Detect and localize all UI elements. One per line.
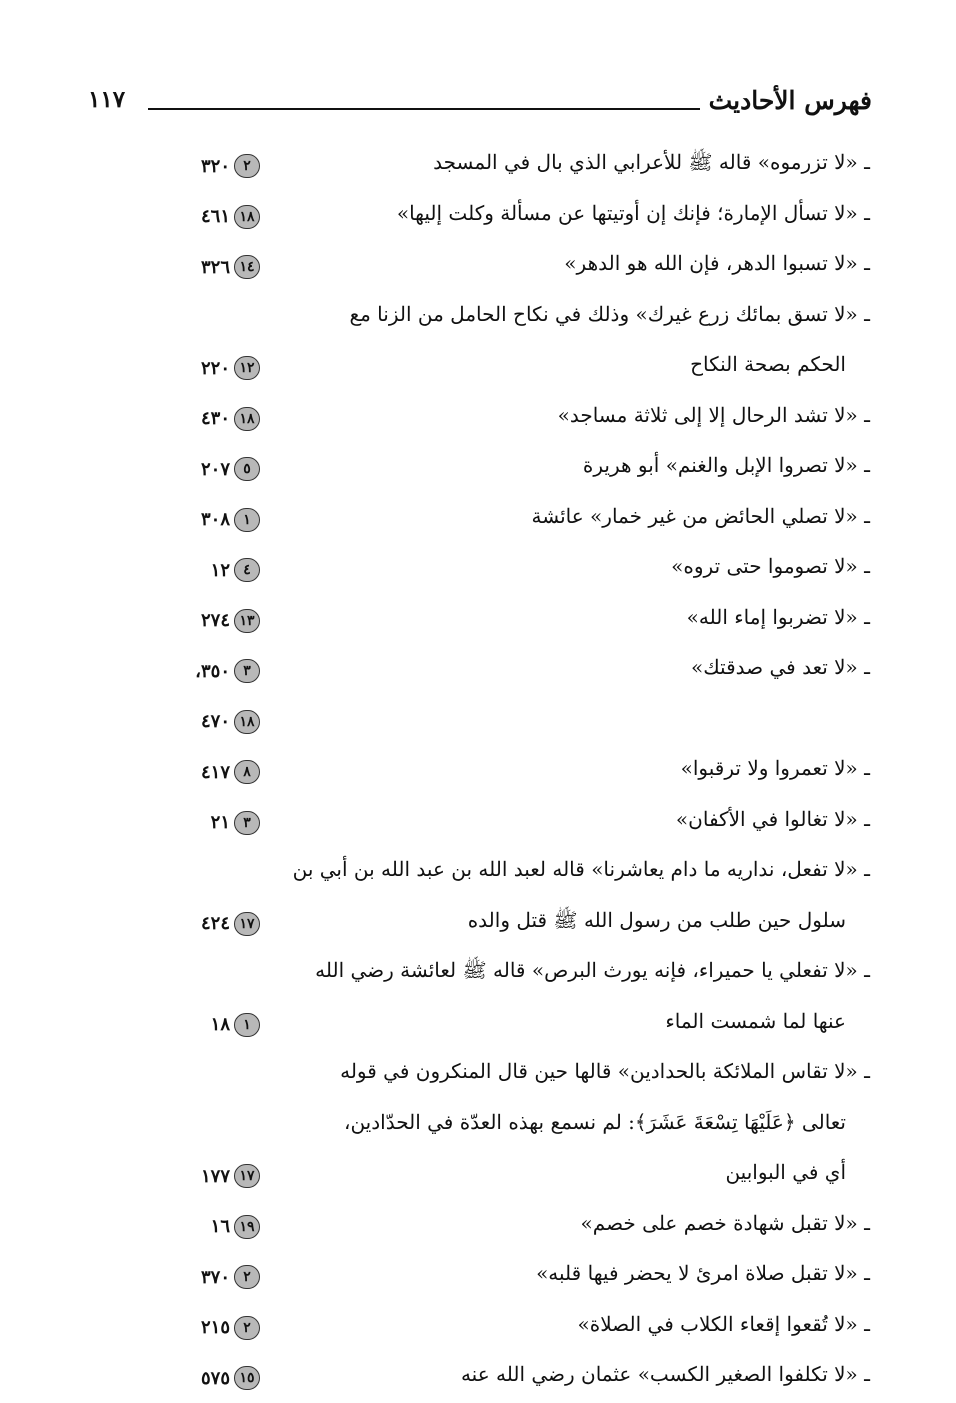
entry-line [0, 1201, 956, 1252]
entry-line [0, 494, 956, 545]
volume-badge: ١ [234, 508, 260, 532]
page-ref: ٣٠٨ [200, 509, 230, 530]
volume-badge: ٣ [234, 659, 260, 683]
hadith-text: الحكم بصحة النكاح [690, 352, 846, 376]
hadith-text: أي في البوابين [725, 1160, 846, 1184]
volume-badge: ٨ [234, 760, 260, 784]
reference [160, 556, 260, 584]
hadith-text: ـ «لا تُقعوا إقعاء الكلاب في الصلاة» [577, 1311, 870, 1336]
page-ref: ٤٢٤ [200, 913, 230, 934]
hadith-text: ـ «لا تقبل شهادة خصم على خصم» [580, 1210, 870, 1235]
page-ref: ٣٥٠، [195, 660, 230, 682]
page-number: ١١٧ [88, 86, 126, 113]
index-entry [0, 948, 956, 1049]
entry-line [0, 191, 956, 242]
reference [160, 657, 260, 685]
index-entry [0, 696, 956, 747]
entry-line [0, 1352, 956, 1403]
reference [160, 203, 260, 231]
volume-badge: ٢ [234, 1265, 260, 1289]
index-entry [0, 241, 956, 292]
entry-line [0, 292, 956, 343]
header-rule [148, 108, 700, 110]
hadith-text: ـ «لا تعد في صدقتك» [690, 655, 870, 679]
volume-badge: ٤ [234, 558, 260, 582]
page-ref: ٣٧٠ [200, 1266, 230, 1288]
hadith-text: ـ «لا تصلي الحائض من غير خمار» عائشة [531, 503, 870, 528]
reference [160, 506, 260, 534]
page-ref: ١٦ [210, 1216, 230, 1237]
page-ref: ٤٧٠ [200, 711, 230, 732]
page-ref: ٢٠٧ [200, 458, 230, 480]
volume-badge: ١٨ [234, 710, 260, 734]
entry-line [0, 241, 956, 292]
reference [160, 152, 260, 180]
reference [160, 1162, 260, 1190]
volume-badge: ١٨ [234, 205, 260, 229]
page-ref: ٤٦١ [200, 206, 230, 227]
volume-badge: ٢ [234, 154, 260, 178]
hadith-text: ـ «لا تسق بمائك زرع غيرك» وذلك في نكاح الحامل من الزنا مع [349, 301, 870, 326]
index-entry [0, 595, 956, 646]
reference [160, 708, 260, 736]
index-entry [0, 797, 956, 848]
page-ref: ٢٢٠ [200, 357, 230, 379]
volume-badge: ١٩ [234, 1215, 260, 1239]
volume-badge: ١٥ [234, 1366, 260, 1390]
page-title: فهرس الأحاديث [708, 86, 872, 115]
hadith-text: ـ «لا تضربوا إماء الله» [686, 604, 870, 629]
hadith-text: ـ «لا تسأل الإمارة؛ فإنك إن أوتيتها عن مسألة وكلت إليها» [396, 200, 870, 225]
index-entry [0, 1251, 956, 1302]
volume-badge: ١٨ [234, 407, 260, 431]
index-entry [0, 393, 956, 444]
index-entry [0, 544, 956, 595]
reference [160, 758, 260, 786]
hadith-text: تعالى ﴿عَلَيْهَا تِسْعَةَ عَشَرَ﴾: لم نسمع بهذه العدّة في الحدّادين، [343, 1109, 846, 1134]
hadith-text: ـ «لا تكلفوا الصغير الكسب» عثمان رضي الله عنه [460, 1362, 870, 1386]
entry-line [0, 1150, 956, 1201]
entry-line [0, 443, 956, 494]
page-ref: ٤٣٠ [200, 408, 230, 429]
reference [160, 405, 260, 433]
volume-badge: ٥ [234, 457, 260, 481]
index-entry [0, 1201, 956, 1252]
entry-line [0, 544, 956, 595]
hadith-index-list [0, 140, 956, 1403]
hadith-text: ـ «لا تشد الرحال إلا إلى ثلاثة مساجد» [557, 402, 870, 427]
page-ref: ٤١٧ [200, 761, 230, 783]
volume-badge: ١٢ [234, 356, 260, 380]
reference [160, 910, 260, 938]
hadith-text: ـ «لا تفعلي يا حميراء، فإنه يورث البرص» قاله ﷺ لعائشة رضي الله [315, 958, 870, 982]
page-ref: ٥٧٥ [200, 1367, 230, 1389]
hadith-text: ـ «لا تعمروا ولا ترقبوا» [680, 756, 870, 780]
reference [160, 809, 260, 837]
page-ref: ٣٢٠ [200, 155, 230, 177]
entry-line [0, 1251, 956, 1302]
page-ref: ١٢ [210, 559, 230, 581]
hadith-text: ـ «لا تصروا الإبل والغنم» أبو هريرة [582, 453, 870, 477]
reference [160, 607, 260, 635]
volume-badge: ١ [234, 1013, 260, 1037]
entry-line [0, 1302, 956, 1353]
page-ref: ١٨ [210, 1014, 230, 1035]
volume-badge: ١٤ [234, 255, 260, 279]
entry-line [0, 140, 956, 191]
entry-line [0, 847, 956, 898]
volume-badge: ١٧ [234, 1164, 260, 1188]
entry-line [0, 898, 956, 949]
page-ref: ٢٧٤ [200, 610, 230, 631]
reference [160, 1263, 260, 1291]
hadith-text: ـ «لا تصوموا حتى تروه» [671, 554, 870, 578]
index-entry [0, 847, 956, 948]
hadith-text: ـ «لا تغالوا في الأكفان» [675, 806, 870, 831]
entry-line [0, 948, 956, 999]
volume-badge: ٣ [234, 811, 260, 835]
entry-line [0, 797, 956, 848]
entry-line [0, 645, 956, 696]
hadith-text: ـ «لا تسبوا الدهر، فإن الله هو الدهر» [564, 251, 870, 275]
entry-line [0, 696, 956, 747]
index-entry [0, 1049, 956, 1201]
entry-line [0, 1049, 956, 1100]
index-entry [0, 645, 956, 696]
entry-line [0, 393, 956, 444]
index-entry [0, 191, 956, 242]
hadith-text: ـ «لا تقبل صلاة امرئ لا يحضر فيها قلبه» [536, 1261, 870, 1285]
reference [160, 354, 260, 382]
index-entry [0, 443, 956, 494]
reference [160, 1011, 260, 1039]
hadith-text: ـ «لا تزرموه» قاله ﷺ للأعرابي الذي بال في المسجد [433, 150, 870, 174]
index-entry [0, 292, 956, 393]
hadith-text: ـ «لا تقاس الملائكة بالحدادين» قالها حين قال المنكرون في قوله [340, 1059, 870, 1083]
page-header [88, 84, 872, 124]
volume-badge: ٢ [234, 1316, 260, 1340]
reference [160, 1314, 260, 1342]
page-ref: ٣٢٦ [200, 256, 230, 278]
hadith-text: ـ «لا تفعل، نداريه ما دام يعاشرنا» قاله لعبد الله بن عبد الله بن أبي بن [292, 857, 870, 881]
hadith-text: سلول حين طلب من رسول الله ﷺ قتل والده [467, 907, 846, 932]
index-entry [0, 140, 956, 191]
index-entry [0, 1302, 956, 1353]
reference [160, 455, 260, 483]
entry-line [0, 342, 956, 393]
reference [160, 253, 260, 281]
page-ref: ٢١٥ [200, 1317, 230, 1338]
entry-line [0, 746, 956, 797]
volume-badge: ١٧ [234, 912, 260, 936]
index-entry [0, 1352, 956, 1403]
reference [160, 1213, 260, 1241]
entry-line [0, 1100, 956, 1151]
index-entry [0, 746, 956, 797]
page-ref: ٢١ [210, 812, 230, 833]
page-ref: ١٧٧ [200, 1165, 230, 1187]
entry-line [0, 999, 956, 1050]
entry-line [0, 595, 956, 646]
index-entry [0, 494, 956, 545]
volume-badge: ١٣ [234, 609, 260, 633]
reference [160, 1364, 260, 1392]
hadith-text: عنها لما شمست الماء [665, 1008, 846, 1033]
